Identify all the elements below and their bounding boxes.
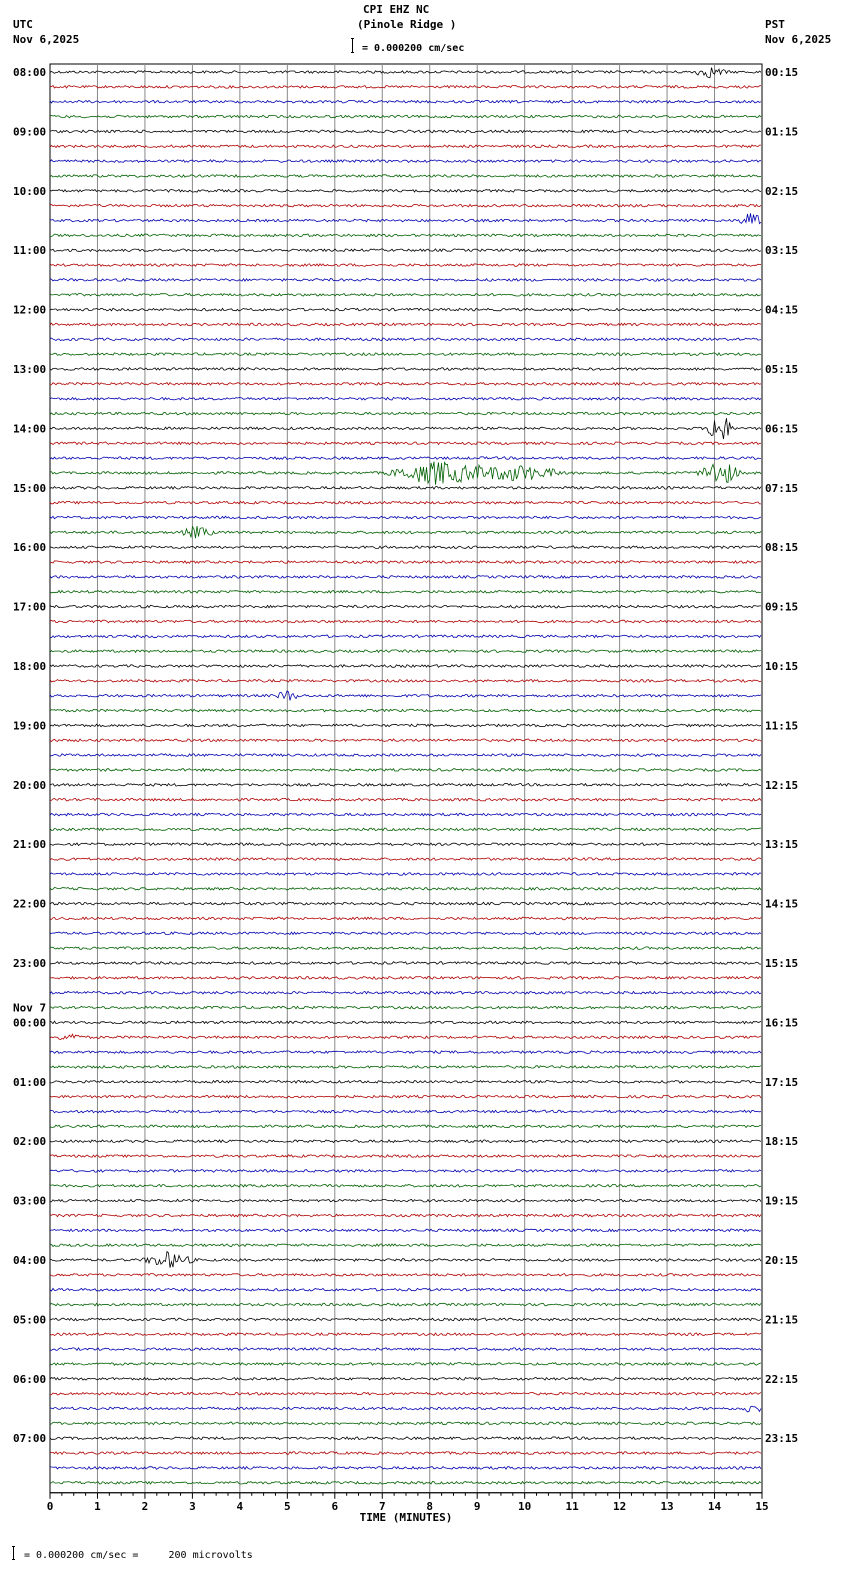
trace-row — [50, 1110, 761, 1113]
utc-hour-label: 21:00 — [13, 838, 47, 852]
trace-row — [50, 1422, 761, 1425]
utc-hour-label: 10:00 — [13, 184, 47, 198]
trace-row — [50, 462, 761, 485]
trace-row — [50, 412, 761, 415]
trace-row — [50, 1051, 761, 1054]
x-tick-label: 10 — [518, 1499, 532, 1513]
trace-row — [50, 204, 761, 207]
trace-row — [50, 1378, 761, 1381]
trace-row — [50, 368, 761, 371]
utc-hour-label: 04:00 — [13, 1254, 47, 1267]
trace-row — [50, 888, 761, 891]
trace-row — [50, 501, 761, 504]
trace-row — [50, 1363, 761, 1366]
trace-row — [50, 279, 761, 282]
pst-hour-label: 21:15 — [765, 1313, 799, 1327]
trace-row — [50, 487, 761, 490]
pst-hour-label: 14:15 — [765, 897, 799, 911]
utc-hour-label: 16:00 — [13, 541, 47, 555]
trace-row — [50, 145, 761, 148]
trace-row — [50, 843, 761, 846]
footer-scale-text: = 0.000200 cm/sec = 200 microvolts — [24, 1550, 253, 1561]
trace-row — [50, 1034, 761, 1040]
trace-row — [50, 1229, 761, 1232]
right-timezone: PST — [765, 18, 785, 31]
trace-row — [50, 1021, 761, 1024]
trace-row — [50, 1452, 761, 1455]
utc-hour-label: 20:00 — [13, 778, 47, 792]
trace-row — [50, 175, 761, 178]
trace-row — [50, 418, 761, 439]
trace-row — [50, 234, 761, 237]
pst-hour-label: 11:15 — [765, 719, 799, 733]
pst-hour-label: 08:15 — [765, 541, 799, 555]
trace-row — [50, 828, 761, 831]
trace-row — [50, 605, 761, 608]
x-tick-label: 8 — [426, 1499, 434, 1513]
trace-row — [50, 1155, 761, 1158]
pst-hour-label: 04:15 — [765, 303, 799, 317]
trace-row — [50, 754, 761, 757]
x-tick-label: 5 — [284, 1499, 291, 1513]
utc-hour-label: 15:00 — [13, 481, 47, 495]
trace-row — [50, 68, 761, 78]
trace-row — [50, 977, 761, 980]
trace-row — [50, 591, 761, 594]
trace-row — [50, 709, 761, 712]
pst-hour-label: 15:15 — [765, 957, 799, 970]
trace-row — [50, 1214, 761, 1217]
trace-row — [50, 546, 761, 549]
pst-hour-label: 20:15 — [765, 1254, 799, 1267]
trace-row — [50, 526, 761, 538]
pst-hour-label: 22:15 — [765, 1372, 799, 1386]
utc-hour-label: 06:00 — [13, 1372, 47, 1386]
x-tick-label: 2 — [141, 1499, 149, 1513]
utc-hour-label: 11:00 — [13, 244, 47, 258]
x-tick-label: 0 — [46, 1499, 54, 1513]
x-axis-label: TIME (MINUTES) — [359, 1510, 453, 1524]
x-tick-label: 3 — [189, 1499, 196, 1513]
trace-row — [50, 635, 761, 638]
trace-row — [50, 1244, 761, 1247]
pst-hour-label: 23:15 — [765, 1432, 799, 1446]
trace-row — [50, 1081, 761, 1084]
trace-row — [50, 873, 761, 876]
trace-row — [50, 338, 761, 341]
trace-row — [50, 680, 761, 683]
pst-hour-label: 09:15 — [765, 600, 799, 614]
x-tick-label: 4 — [236, 1499, 244, 1513]
utc-hour-label: 17:00 — [13, 600, 47, 614]
trace-row — [50, 1437, 761, 1440]
pst-hour-label: 18:15 — [765, 1135, 799, 1149]
x-tick-label: 12 — [612, 1499, 627, 1513]
trace-row — [50, 813, 761, 816]
trace-row — [50, 100, 761, 103]
trace-row — [50, 1170, 761, 1173]
trace-row — [50, 917, 761, 920]
utc-hour-label: 13:00 — [13, 363, 47, 376]
utc-hour-label: 01:00 — [13, 1075, 47, 1089]
trace-row — [50, 130, 761, 133]
station-title: CPI EHZ NC — [363, 3, 430, 16]
pst-hour-label: 19:15 — [765, 1194, 799, 1208]
pst-hour-label: 00:15 — [765, 66, 799, 79]
utc-hour-label: 05:00 — [13, 1313, 47, 1327]
trace-row — [50, 1318, 761, 1321]
footer-scale-icon — [12, 1546, 15, 1560]
trace-row — [50, 1140, 761, 1143]
pst-hour-label: 16:15 — [765, 1016, 799, 1030]
trace-row — [50, 784, 761, 787]
trace-row — [50, 620, 761, 623]
plot-frame — [50, 64, 762, 1493]
trace-row — [50, 962, 761, 965]
trace-row — [50, 323, 761, 326]
utc-hour-label: 12:00 — [13, 303, 47, 317]
trace-row — [50, 1482, 761, 1485]
trace-row — [50, 1095, 761, 1098]
pst-hour-label: 07:15 — [765, 481, 799, 495]
pst-hour-label: 05:15 — [765, 363, 799, 376]
trace-row — [50, 1392, 761, 1395]
x-tick-label: 1 — [94, 1499, 101, 1513]
trace-row — [50, 1348, 761, 1351]
trace-row — [50, 249, 761, 252]
trace-row — [50, 1274, 761, 1277]
trace-row — [50, 1303, 761, 1306]
trace-row — [50, 561, 761, 564]
x-tick-label: 6 — [331, 1499, 339, 1513]
trace-row — [50, 947, 761, 950]
x-tick-label: 7 — [378, 1499, 386, 1513]
trace-row — [50, 665, 761, 668]
trace-row — [50, 576, 761, 579]
utc-hour-label: 00:00 — [13, 1016, 47, 1030]
x-tick-label: 11 — [565, 1499, 579, 1513]
utc-hour-label: 22:00 — [13, 897, 47, 911]
pst-hour-label: 06:15 — [765, 422, 799, 436]
trace-row — [50, 457, 761, 460]
trace-row — [50, 353, 761, 356]
trace-row — [50, 991, 761, 994]
trace-row — [50, 1199, 761, 1202]
utc-hour-label: 19:00 — [13, 719, 47, 733]
scale-text: = 0.000200 cm/sec — [362, 43, 465, 54]
utc-hour-label: 18:00 — [13, 660, 47, 673]
trace-row — [50, 294, 761, 297]
trace-row — [50, 1288, 761, 1291]
left-timezone: UTC — [13, 18, 33, 31]
trace-row — [50, 1467, 761, 1470]
trace-row — [50, 1125, 761, 1128]
utc-hour-label: 02:00 — [13, 1135, 47, 1149]
trace-row — [50, 932, 761, 935]
trace-row — [50, 160, 761, 163]
trace-row — [50, 516, 761, 519]
trace-row — [50, 264, 761, 267]
utc-hour-label: 08:00 — [13, 66, 47, 79]
date-change-label: Nov 7 — [13, 1001, 47, 1015]
left-date: Nov 6,2025 — [13, 33, 80, 46]
trace-row — [50, 308, 761, 311]
trace-row — [50, 724, 761, 727]
trace-row — [50, 1006, 761, 1009]
trace-row — [50, 1406, 761, 1412]
trace-row — [50, 383, 761, 386]
x-tick-label: 14 — [707, 1499, 722, 1513]
pst-hour-label: 02:15 — [765, 184, 799, 198]
trace-row — [50, 115, 761, 118]
pst-hour-label: 12:15 — [765, 778, 799, 792]
grid — [50, 64, 762, 1493]
trace-row — [50, 1066, 761, 1069]
traces — [50, 68, 761, 1484]
pst-hour-label: 13:15 — [765, 838, 799, 852]
site-subtitle: (Pinole Ridge ) — [357, 18, 457, 31]
utc-hour-label: 23:00 — [13, 957, 47, 970]
pst-hour-label: 17:15 — [765, 1075, 799, 1089]
x-tick-label: 9 — [473, 1499, 481, 1513]
trace-row — [50, 86, 761, 89]
pst-hour-label: 10:15 — [765, 660, 799, 673]
trace-row — [50, 739, 761, 742]
utc-hour-label: 07:00 — [13, 1432, 47, 1446]
trace-row — [50, 213, 761, 223]
x-tick-label: 13 — [660, 1499, 674, 1513]
trace-row — [50, 397, 761, 400]
trace-row — [50, 190, 761, 193]
trace-row — [50, 1185, 761, 1188]
utc-hour-label: 09:00 — [13, 125, 47, 139]
utc-hour-label: 14:00 — [13, 422, 47, 436]
trace-row — [50, 858, 761, 861]
trace-row — [50, 1252, 761, 1268]
trace-row — [50, 650, 761, 653]
trace-row — [50, 1333, 761, 1336]
trace-row — [50, 442, 761, 445]
x-axis — [47, 1493, 769, 1524]
trace-row — [50, 691, 761, 700]
trace-row — [50, 769, 761, 772]
trace-row — [50, 798, 761, 801]
utc-hour-label: 03:00 — [13, 1194, 47, 1208]
right-date: Nov 6,2025 — [765, 33, 832, 46]
pst-hour-label: 01:15 — [765, 125, 799, 139]
trace-row — [50, 902, 761, 905]
pst-hour-label: 03:15 — [765, 244, 799, 258]
x-tick-label: 15 — [755, 1499, 769, 1513]
